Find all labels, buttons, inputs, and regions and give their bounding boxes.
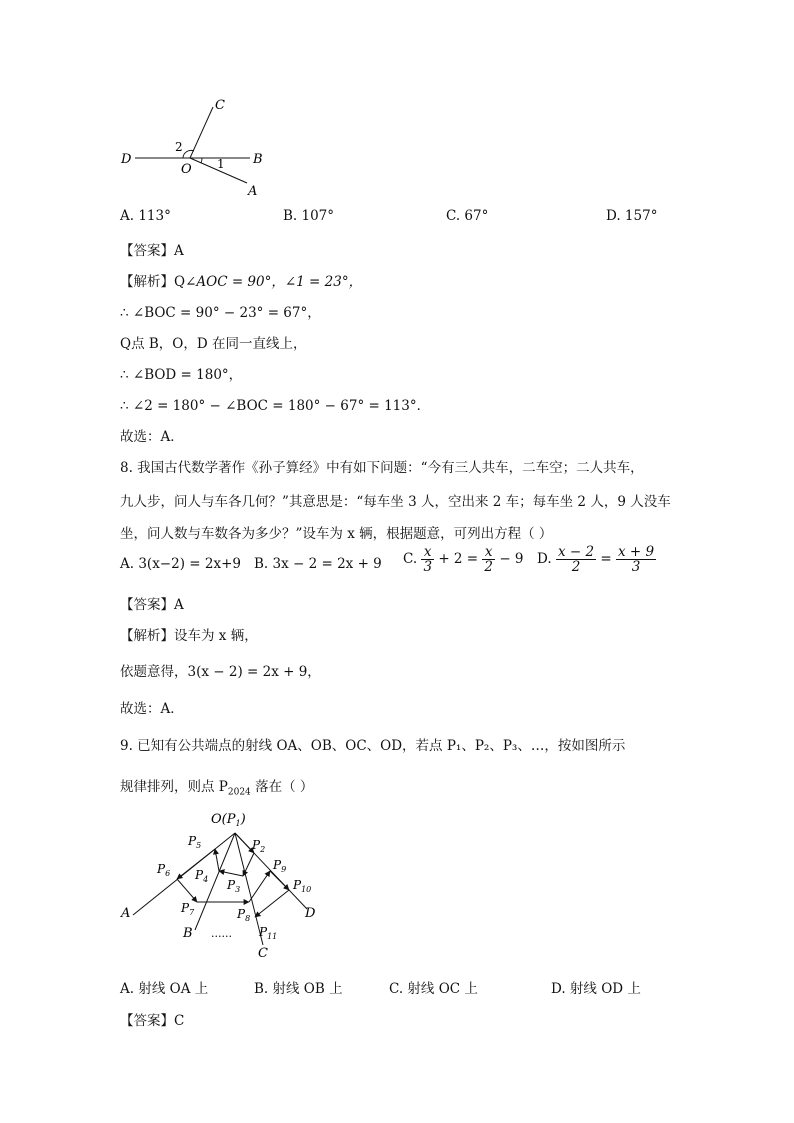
q7-option-b: B. 107° <box>283 208 335 224</box>
q7-option-d: D. 157° <box>606 208 658 224</box>
arc-2 <box>183 150 194 158</box>
arc-1 <box>201 158 202 163</box>
q8-solution-line-3: 故选：A． <box>120 701 184 717</box>
q8-option-c <box>403 545 524 574</box>
q8-answer: 【答案】A <box>120 597 184 613</box>
q8-line-1: 8. 我国古代数学著作《孙子算经》中有如下问题：“今有三人共车，二车空；二人共车， <box>120 460 644 476</box>
label-o: O <box>181 162 192 177</box>
numerator: x + 9 <box>617 544 655 560</box>
q8-option-d-label: D. <box>537 551 552 568</box>
arrow-p8-p9 <box>249 871 270 902</box>
label-d: D <box>305 906 316 921</box>
q8-option-a: A. 3(x−2) = 2x+9 <box>120 556 241 572</box>
q7-solution-tag: 【解析】 <box>120 274 174 290</box>
label-c: C <box>258 946 268 961</box>
label-a: A <box>248 184 258 199</box>
q9-answer: 【答案】C <box>120 1013 185 1029</box>
arrow-p2-p3 <box>243 853 254 876</box>
q9-option-d: D. 射线 OD 上 <box>551 981 641 997</box>
label-p2: $P_2$ <box>252 838 266 854</box>
label-p5: $P_5$ <box>188 834 202 850</box>
arrow-p4-p5 <box>215 849 219 871</box>
q9-line-2-text: 规律排列，则点 P <box>120 779 228 795</box>
label-o-p1: $O(P_1)$ <box>211 812 246 828</box>
q9-option-a: A. 射线 OA 上 <box>120 981 209 997</box>
q8-option-c-label: C. <box>403 551 418 568</box>
label-p3: $P_3$ <box>227 878 241 894</box>
q7-solution-line-1 <box>120 270 362 290</box>
denominator: 3 <box>631 559 641 576</box>
fraction-x-over-2 <box>482 545 495 574</box>
q7-option-c: C. 67° <box>446 208 489 224</box>
label-p7: $P_7$ <box>181 901 195 917</box>
numerator: x <box>482 545 495 560</box>
q7-solution-line-2: ∴ ∠BOC = 90° − 23° = 67°， <box>120 305 321 321</box>
denominator: 2 <box>484 559 494 576</box>
fraction-x-plus-9-over-3 <box>616 545 656 574</box>
q9-line-1: 9. 已知有公共端点的射线 OA、OB、OC、OD，若点 P₁、P₂、P₃、…，按如图所示 <box>120 738 626 754</box>
numerator: x <box>421 545 434 560</box>
q7-answer: 【答案】A <box>120 243 184 259</box>
label-2: 2 <box>175 140 183 154</box>
label-p11: $P_{11}$ <box>259 925 278 941</box>
q8-line-2: 九人步，问人与车各几何？”其意思是：“每车坐 3 人，空出来 2 车；每车坐 2 人，9 人没车 <box>120 494 671 510</box>
q9-line-2-end: 落在（ ） <box>250 779 314 795</box>
label-1: 1 <box>217 157 225 171</box>
arrow-p6-p7 <box>177 879 197 902</box>
fraction-x-minus-2-over-2 <box>556 545 596 574</box>
arrow-p10-p11 <box>255 890 289 917</box>
q8-line-3: 坐，问人数与车数各为多少？”设车为 x 辆，根据题意，可列出方程（ ） <box>120 526 553 542</box>
fraction-x-over-3 <box>421 545 434 574</box>
q8-solution-line-1: 【解析】设车为 x 辆， <box>120 628 258 644</box>
label-p8: $P_8$ <box>237 907 251 923</box>
label-c: C <box>215 98 225 113</box>
q8-option-c-mid: + 2 = <box>438 551 479 568</box>
q8-option-c-end: − 9 <box>499 551 524 568</box>
q7-solution-line-3 <box>120 332 306 352</box>
q9-subscript: 2024 <box>227 787 251 798</box>
label-p10: $P_{10}$ <box>293 878 312 894</box>
label-b: B <box>183 926 193 941</box>
label-b: B <box>253 152 263 167</box>
label-p6: $P_6$ <box>157 862 171 878</box>
denominator: 2 <box>571 559 581 576</box>
label-p9: $P_9$ <box>273 858 287 874</box>
q9-option-c: C. 射线 OC 上 <box>389 981 478 997</box>
ellipsis: ...... <box>211 927 232 940</box>
numerator: x − 2 <box>557 544 595 560</box>
label-d: D <box>121 152 132 167</box>
label-p4: $P_4$ <box>195 868 209 884</box>
q7-because-symbol-2: Q <box>120 336 132 352</box>
q7-option-a: A. 113° <box>120 208 171 224</box>
q9-option-b: B. 射线 OB 上 <box>254 981 343 997</box>
arrow-p3-p4 <box>219 871 243 876</box>
q9-line-2 <box>120 775 313 798</box>
q8-option-d <box>537 545 656 574</box>
q7-solution-math-1: ∠AOC = 90°，∠1 = 23°， <box>185 274 363 290</box>
rays-figure <box>115 805 335 965</box>
q8-option-b: B. 3x − 2 = 2x + 9 <box>254 556 382 572</box>
q7-solution-line-4: ∴ ∠BOD = 180°， <box>120 367 243 383</box>
angle-figure <box>115 95 275 200</box>
q7-solution-text-3: 点 B，O，D 在同一直线上， <box>131 336 307 352</box>
q8-solution-line-2: 依题意得，3(x − 2) = 2x + 9， <box>120 664 321 680</box>
denominator: 3 <box>423 559 433 576</box>
q7-because-symbol: Q <box>174 274 186 290</box>
label-a: A <box>121 906 131 921</box>
q7-solution-line-5: ∴ ∠2 = 180° − ∠BOC = 180° − 67° = 113°． <box>120 398 431 414</box>
q8-option-d-mid: = <box>600 551 612 568</box>
q7-solution-line-6: 故选：A． <box>120 429 184 445</box>
